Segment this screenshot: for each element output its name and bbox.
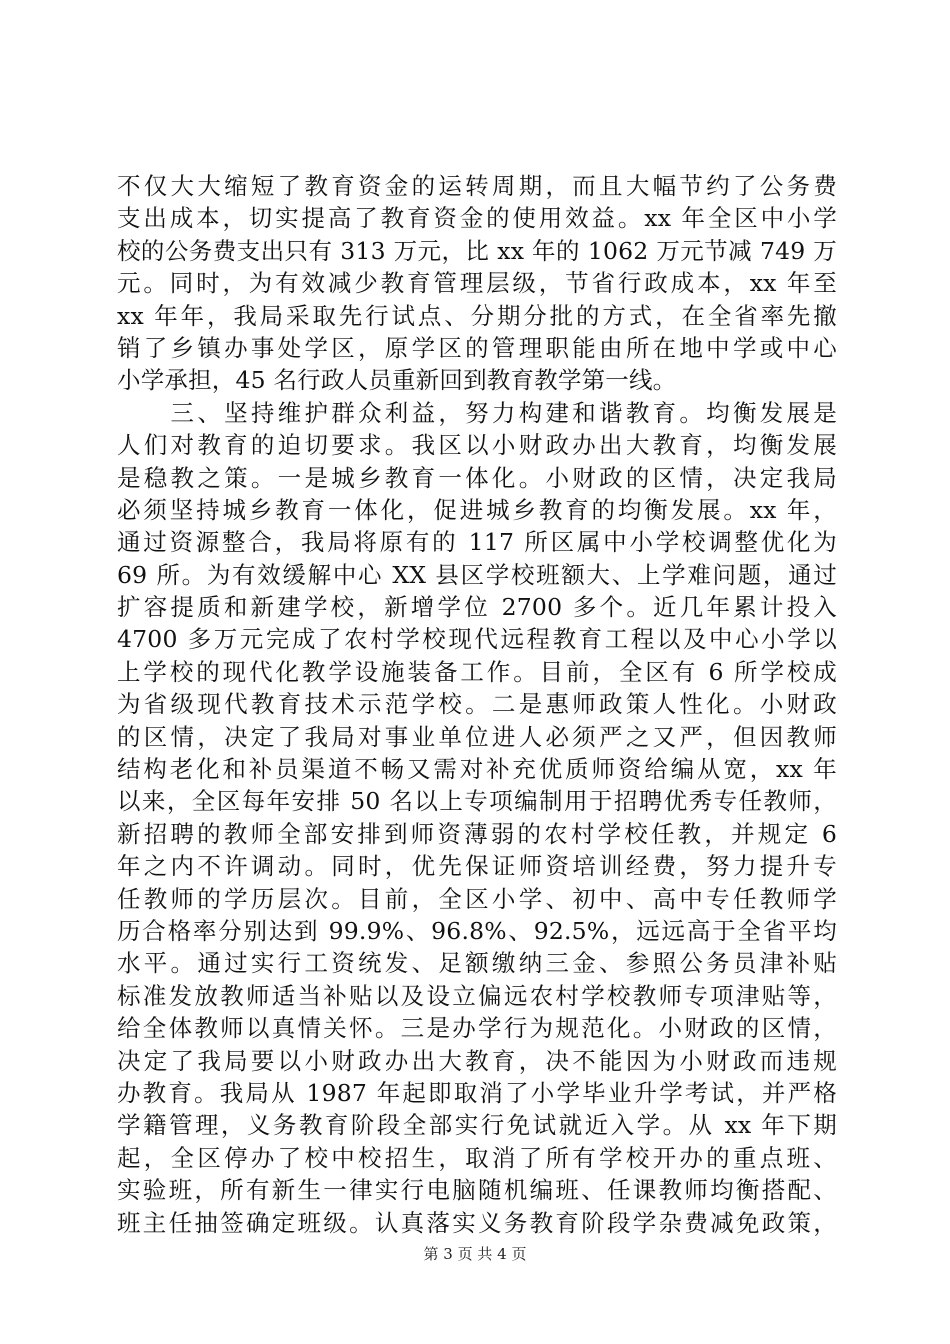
text-line: 办教育。我局从 1987 年起即取消了小学毕业升学考试，并严格: [117, 1078, 837, 1107]
text-line: 不仅大大缩短了教育资金的运转周期，而且大幅节约了公务费: [117, 172, 837, 200]
text-line: 通过资源整合，我局将原有的 117 所区属中小学校调整优化为: [117, 528, 837, 557]
text-line: 校的公务费支出只有 313 万元，比 xx 年的 1062 万元节减 749 万: [117, 236, 837, 265]
text-line: 标准发放教师适当补贴以及设立偏远农村学校教师专项津贴等，: [117, 981, 837, 1010]
text-line: 4700 多万元完成了农村学校现代远程教育工程以及中心小学以: [117, 625, 837, 654]
text-line: 三、坚持维护群众利益，努力构建和谐教育。均衡发展是: [117, 398, 837, 427]
text-line: 实验班，所有新生一律实行电脑随机编班、任课教师均衡搭配、: [117, 1176, 837, 1205]
text-line: 69 所。为有效缓解中心 XX 县区学校班额大、上学难问题，通过: [117, 560, 837, 589]
text-line: 班主任抽签确定班级。认真落实义务教育阶段学杂费减免政策，: [117, 1208, 837, 1237]
text-line: 扩容提质和新建学校，新增学位 2700 多个。近几年累计投入: [117, 593, 837, 622]
text-line: 必须坚持城乡教育一体化，促进城乡教育的均衡发展。xx 年，: [117, 495, 837, 524]
text-line: 给全体教师以真情关怀。三是办学行为规范化。小财政的区情，: [117, 1014, 837, 1043]
text-line: 人们对教育的迫切要求。我区以小财政办出大教育，均衡发展: [117, 431, 837, 460]
text-line: 水平。通过实行工资统发、足额缴纳三金、参照公务员津补贴: [117, 949, 837, 978]
text-line: 上学校的现代化教学设施装备工作。目前，全区有 6 所学校成: [117, 657, 837, 686]
text-line: 历合格率分别达到 99.9%、96.8%、92.5%，远远高于全省平均: [117, 916, 837, 945]
text-line: 任教师的学历层次。目前，全区小学、初中、高中专任教师学: [117, 884, 837, 913]
page-number-footer: 第 3 页 共 4 页: [423, 1245, 527, 1263]
text-line: 决定了我局要以小财政办出大教育，决不能因为小财政而违规: [117, 1046, 837, 1075]
text-line: 是稳教之策。一是城乡教育一体化。小财政的区情，决定我局: [117, 463, 837, 492]
text-line: 销了乡镇办事处学区，原学区的管理职能由所在地中学或中心: [117, 333, 837, 362]
text-line: 小学承担，45 名行政人员重新回到教育教学第一线。: [117, 366, 677, 395]
text-line: 为省级现代教育技术示范学校。二是惠师政策人性化。小财政: [117, 690, 837, 719]
text-line: 结构老化和补员渠道不畅又需对补充优质师资给编从宽，xx 年: [117, 755, 837, 784]
text-line: 以来，全区每年安排 50 名以上专项编制用于招聘优秀专任教师，: [117, 787, 837, 816]
text-line: 新招聘的教师全部安排到师资薄弱的农村学校任教，并规定 6: [117, 819, 837, 848]
text-line: 起，全区停办了校中校招生，取消了所有学校开办的重点班、: [117, 1143, 837, 1172]
document-body: [117, 170, 837, 1239]
text-line: 支出成本，切实提高了教育资金的使用效益。xx 年全区中小学: [117, 204, 837, 233]
text-line: 的区情，决定了我局对事业单位进人必须严之又严，但因教师: [117, 722, 837, 751]
text-line: xx 年年，我局采取先行试点、分期分批的方式，在全省率先撤: [117, 301, 837, 330]
text-line: 学籍管理，义务教育阶段全部实行免试就近入学。从 xx 年下期: [117, 1111, 837, 1140]
text-line: 元。同时，为有效减少教育管理层级，节省行政成本，xx 年至: [117, 269, 837, 298]
text-line: 年之内不许调动。同时，优先保证师资培训经费，努力提升专: [117, 852, 837, 881]
